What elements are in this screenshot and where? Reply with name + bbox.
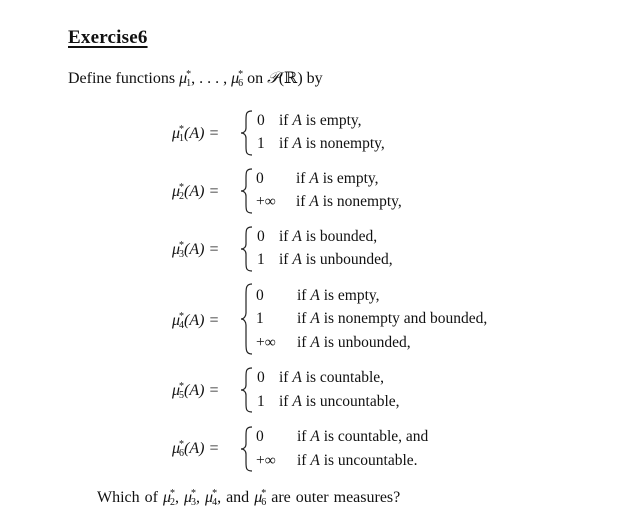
mu-subscript: 5 [179, 390, 185, 401]
question-separator: , and [217, 489, 255, 506]
powerset-symbol: 𝒫 [267, 70, 279, 87]
mu-symbol: μ [205, 489, 214, 506]
case-condition: if A is uncountable, [279, 393, 400, 410]
mu-symbol: μ [172, 440, 181, 457]
left-brace-icon [240, 168, 254, 214]
case-value: 0 [256, 287, 264, 304]
reals-symbol: (ℝ) [278, 70, 303, 87]
case-value: 1 [256, 310, 264, 327]
lhs-argument: (A) = [184, 241, 220, 258]
definition-lhs [172, 124, 219, 144]
mu-subscript: 6 [179, 448, 185, 459]
left-brace-icon [240, 426, 254, 472]
case-condition: if A is empty, [279, 112, 362, 129]
lhs-argument: (A) = [184, 183, 220, 200]
case-condition: if A is countable, [279, 369, 385, 386]
definition-lhs [172, 439, 219, 459]
mu-symbol: μ [184, 489, 193, 506]
intro-line [68, 68, 323, 89]
mu-symbol: μ [172, 241, 181, 258]
mu-star: * [179, 124, 185, 135]
case-condition: if A is unbounded, [279, 251, 393, 268]
mu-subscript: 2 [179, 191, 185, 202]
mu-star: * [238, 69, 244, 80]
left-brace-icon [240, 367, 254, 413]
case-value: 0 [257, 369, 265, 386]
mu-subscript: 1 [179, 133, 185, 144]
mu-star: * [179, 439, 185, 450]
case-condition: if A is nonempty and bounded, [297, 310, 488, 327]
intro-by: by [302, 70, 323, 87]
mu-star: * [186, 69, 192, 80]
mu-symbol: μ [254, 489, 263, 506]
question-separator: , [196, 489, 206, 506]
case-value: 1 [257, 393, 265, 410]
case-value: 0 [257, 228, 265, 245]
mu-symbol: μ [172, 382, 181, 399]
case-condition: if A is bounded, [279, 228, 378, 245]
case-condition: if A is uncountable. [297, 452, 418, 469]
definition-lhs [172, 240, 219, 260]
lhs-argument: (A) = [184, 382, 220, 399]
mu-subscript: 3 [191, 497, 197, 508]
definition-lhs [172, 182, 219, 202]
lhs-argument: (A) = [184, 125, 220, 142]
mu-symbol: μ [179, 70, 188, 87]
lhs-argument: (A) = [184, 440, 220, 457]
mu-subscript: 4 [179, 320, 185, 331]
mu-star: * [261, 488, 267, 499]
case-value: 1 [257, 251, 265, 268]
case-value: +∞ [256, 193, 276, 210]
case-condition: if A is unbounded, [297, 334, 411, 351]
left-brace-icon [240, 110, 254, 156]
mu-subscript: 3 [179, 249, 185, 260]
lhs-argument: (A) = [184, 312, 220, 329]
case-value: +∞ [256, 452, 276, 469]
case-value: +∞ [256, 334, 276, 351]
mu-star: * [179, 182, 185, 193]
mu-subscript: 2 [170, 497, 176, 508]
mu-star: * [191, 488, 197, 499]
mu-symbol: μ [231, 70, 240, 87]
mu-symbol: μ [172, 312, 181, 329]
mu-star: * [179, 311, 185, 322]
case-condition: if A is nonempty, [279, 135, 385, 152]
case-value: 1 [257, 135, 265, 152]
case-condition: if A is empty, [297, 287, 380, 304]
question-after: are outer measures? [266, 489, 401, 506]
mu-symbol: μ [172, 183, 181, 200]
intro-dots: , . . . , [191, 70, 232, 87]
case-value: 0 [256, 170, 264, 187]
case-value: 0 [257, 112, 265, 129]
mu-subscript: 6 [261, 497, 267, 508]
case-value: 0 [256, 428, 264, 445]
mu-last-subscript: 6 [238, 78, 244, 89]
definition-lhs [172, 311, 219, 331]
case-condition: if A is countable, and [297, 428, 429, 445]
mu-star: * [179, 240, 185, 251]
left-brace-icon [240, 226, 254, 272]
mu-subscript: 4 [212, 497, 218, 508]
mu-symbol: μ [172, 125, 181, 142]
exercise-title: Exercise6 [68, 27, 148, 48]
question-line [97, 488, 400, 508]
mu-star: * [179, 381, 185, 392]
question-before: Which of [97, 489, 163, 506]
mu-star: * [170, 488, 176, 499]
case-condition: if A is empty, [296, 170, 379, 187]
question-separator: , [175, 489, 185, 506]
mu-first-subscript: 1 [186, 78, 192, 89]
mu-symbol: μ [162, 489, 172, 506]
intro-on: on [243, 70, 268, 87]
mu-star: * [212, 488, 218, 499]
case-condition: if A is nonempty, [296, 193, 402, 210]
left-brace-icon [240, 283, 254, 355]
intro-text-before: Define functions [68, 70, 180, 87]
definition-lhs [172, 381, 219, 401]
